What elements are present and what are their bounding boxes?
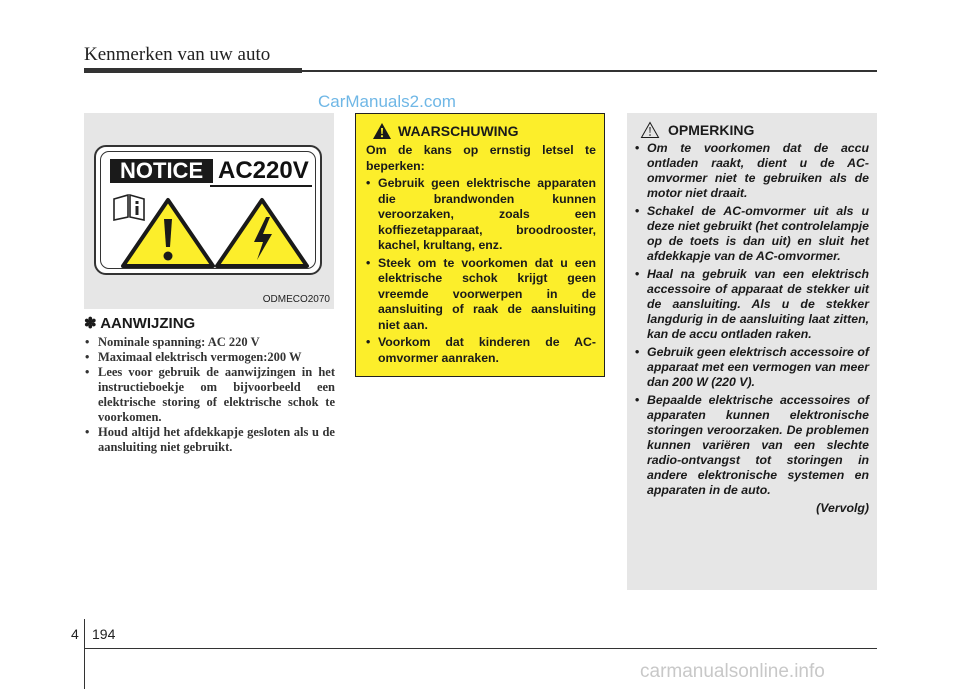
- footer-watermark: carmanualsonline.info: [640, 661, 825, 682]
- asterisk-icon: ✽: [84, 315, 97, 332]
- electric-shock-warning-icon: [214, 197, 310, 269]
- chapter-number: 4: [71, 626, 79, 642]
- footer-vertical-rule: [84, 619, 85, 689]
- note-item: • Schakel de AC-omvormer uit als u deze niet gebruikt (het controlelampje op de toets is dan uit) en sluit het afdekkapje van de AC-omvormer.: [635, 204, 869, 264]
- warning-item: • Steek om te voorkomen dat u een elektrische schok krijgt geen vreemde voorwerpen in de aansluiting of raak de aansluiting niet aan.: [366, 256, 596, 334]
- warning-item: • Gebruik geen elektrische apparaten die brandwonden kunnen veroorzaken, zoals een koffiezetapparaat, broodrooster, kachel, krultang, enz.: [366, 176, 596, 254]
- info-item: • Houd altijd het afdekkapje gesloten als u de aansluiting niet gebruikt.: [84, 425, 335, 455]
- warning-header: [366, 122, 596, 140]
- warning-list: [366, 176, 596, 366]
- continued-label: (Vervolg): [816, 501, 869, 515]
- note-box: [627, 113, 877, 590]
- exclamation-warning-icon: [120, 197, 216, 269]
- watermark-link[interactable]: CarManuals2.com: [318, 92, 456, 111]
- note-item: • Haal na gebruik van een elektrisch accessoire of apparaat de stekker uit de aansluiting. Als u de stekker langdurig in de aansluiting laat zitten, kan de accu ontladen raken.: [635, 267, 869, 342]
- info-title: AANWIJZING: [100, 315, 196, 332]
- notice-illustration-panel: [84, 113, 334, 309]
- note-item: • Gebruik geen elektrisch accessoire of apparaat met een vermogen van meer dan 200 W (220 V).: [635, 345, 869, 390]
- page-header-title: Kenmerken van uw auto: [84, 44, 271, 65]
- warning-triangle-icon: [372, 122, 392, 140]
- caution-outline-icon: [640, 121, 660, 139]
- info-item: • Lees voor gebruik de aanwijzingen in het instructieboekje om bijvoorbeeld een elektrische storing of elektrische schok te voorkomen.: [84, 365, 335, 425]
- note-item: • Om te voorkomen dat de accu ontladen raakt, dient u de AC-omvormer niet te gebruiken als de motor niet draait.: [635, 141, 869, 201]
- info-heading: [84, 314, 335, 332]
- warning-title: WAARSCHUWING: [398, 123, 519, 139]
- info-item: • Maximaal elektrisch vermogen:200 W: [84, 350, 335, 365]
- warning-item: • Voorkom dat kinderen de AC-omvormer aanraken.: [366, 335, 596, 366]
- info-item: • Nominale spanning: AC 220 V: [84, 335, 335, 350]
- note-header: [635, 121, 869, 139]
- warning-box: [355, 113, 605, 377]
- note-item: • Bepaalde elektrische accessoires of apparaten kunnen elektronische storingen veroorzaken. De problemen kunnen variëren van een slechte radio-ontvangst tot storingen in andere elektronische systemen en apparaten in de auto.: [635, 393, 869, 498]
- warning-intro: Om de kans op ernstig letsel te beperken:: [366, 143, 596, 173]
- notice-badge: NOTICE: [110, 159, 213, 183]
- voltage-label: AC220V: [218, 157, 309, 184]
- info-list: [84, 335, 335, 455]
- footer-horizontal-rule: [84, 648, 877, 649]
- image-code: ODMECO2070: [262, 294, 330, 305]
- info-section: [84, 314, 335, 455]
- page-number: 194: [92, 626, 116, 642]
- header-rule-thin: [302, 70, 877, 72]
- header-rule-thick: [84, 68, 302, 73]
- note-list: [635, 141, 869, 498]
- note-title: OPMERKING: [668, 122, 755, 138]
- notice-label: [94, 145, 322, 275]
